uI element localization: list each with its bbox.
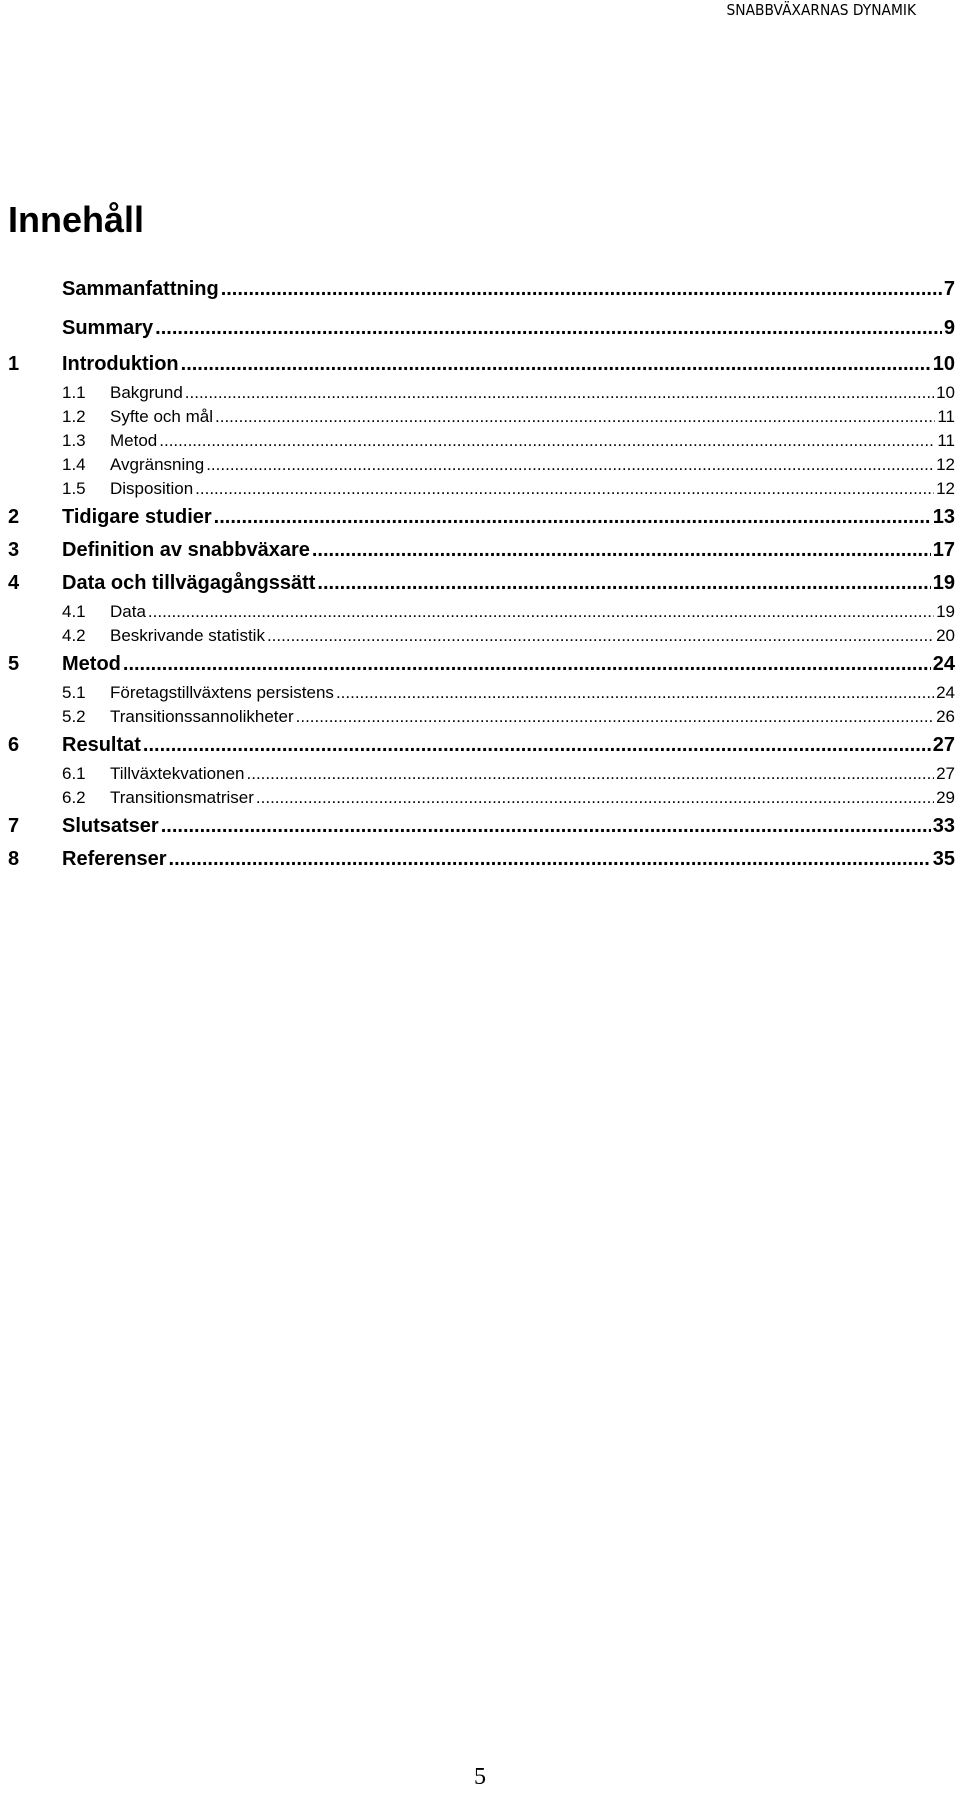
toc-dot-leader [123,648,931,681]
toc-entry-number: 8 [8,848,20,870]
toc-entry-number: 1.2 [62,407,86,426]
toc-entry-page: 33 [932,815,955,837]
toc-entry-number: 1.1 [62,383,86,402]
toc-dot-leader [215,405,935,429]
toc-entry-page: 10 [936,383,955,402]
toc-entry-page: 27 [932,734,955,756]
toc-dot-leader [181,348,931,381]
toc-entry-title: Bakgrund [110,383,183,402]
toc-entry-page: 10 [932,353,955,375]
toc-entry-page: 17 [932,539,955,561]
toc-entry-page: 9 [943,317,955,339]
toc-entry-number: 2 [8,506,20,528]
toc-entry-title: Avgränsning [110,455,205,474]
toc-entry-section-4-2[interactable] [8,624,955,648]
toc-entry-page: 12 [936,479,955,498]
toc-dot-leader [256,786,934,810]
toc-entry-number: 6.1 [62,764,86,783]
toc-entry-section-1-2[interactable] [8,405,955,429]
toc-dot-leader [317,567,930,600]
toc-entry-page: 11 [937,407,955,426]
toc-dot-leader [247,762,935,786]
toc-entry-page: 20 [936,626,955,645]
toc-entry-number: 5.2 [62,707,86,726]
toc-entry-page: 29 [936,788,955,807]
toc-entry-page: 24 [936,683,955,702]
toc-entry-page: 24 [932,653,955,675]
toc-entry-number: 5 [8,653,20,675]
toc-entry-number: 5.1 [62,683,86,702]
toc-entry-title: Sammanfattning [62,278,219,300]
toc-entry-title: Syfte och mål [110,407,213,426]
toc-entry-section-4-1[interactable] [8,600,955,624]
toc-dot-leader [159,429,935,453]
toc-entry-section-1-3[interactable] [8,429,955,453]
toc-entry-number: 4.2 [62,626,86,645]
toc-entry-section-1-4[interactable] [8,453,955,477]
toc-entry-title: Tillväxtekvationen [110,764,245,783]
toc-entry-page: 19 [936,602,955,621]
toc-entry-title: Introduktion [62,353,179,375]
toc-entry-page: 27 [936,764,955,783]
toc-entry-number: 3 [8,539,20,561]
toc-entry-page: 13 [932,506,955,528]
toc-entry-title: Slutsatser [62,815,159,837]
toc-entry-sammanfattning[interactable] [8,270,955,309]
toc-entry-title: Beskrivande statistik [110,626,265,645]
toc-entry-chapter-2[interactable] [8,501,955,534]
toc-entry-page: 12 [936,455,955,474]
toc-dot-leader [155,309,942,348]
table-of-contents [8,270,955,876]
toc-entry-chapter-6[interactable] [8,729,955,762]
toc-entry-page: 35 [932,848,955,870]
toc-entry-title: Tidigare studier [62,506,212,528]
toc-entry-title: Referenser [62,848,167,870]
toc-dot-leader [267,624,934,648]
toc-entry-section-5-1[interactable] [8,681,955,705]
toc-entry-section-1-1[interactable] [8,381,955,405]
toc-entry-number: 1 [8,353,20,375]
toc-entry-title: Metod [110,431,158,450]
toc-entry-chapter-4[interactable] [8,567,955,600]
toc-dot-leader [206,453,934,477]
toc-dot-leader [148,600,934,624]
toc-dot-leader [296,705,934,729]
toc-entry-title: Metod [62,653,121,675]
toc-entry-chapter-8[interactable] [8,843,955,876]
toc-entry-title: Företagstillväxtens persistens [110,683,334,702]
toc-entry-number: 6.2 [62,788,86,807]
toc-entry-section-6-1[interactable] [8,762,955,786]
toc-entry-chapter-3[interactable] [8,534,955,567]
toc-entry-title: Transitionsmatriser [110,788,254,807]
toc-entry-number: 4 [8,572,20,594]
toc-entry-chapter-5[interactable] [8,648,955,681]
toc-dot-leader [169,843,931,876]
toc-entry-title: Summary [62,317,154,339]
toc-entry-section-6-2[interactable] [8,786,955,810]
toc-entry-section-5-2[interactable] [8,705,955,729]
toc-entry-number: 1.3 [62,431,86,450]
toc-entry-chapter-1[interactable] [8,348,955,381]
toc-entry-title: Transitionssannolikheter [110,707,294,726]
toc-entry-title: Definition av snabbväxare [62,539,310,561]
running-header: SNABBVÄXARNAS DYNAMIK [726,1,916,19]
toc-dot-leader [195,477,934,501]
toc-entry-number: 7 [8,815,20,837]
toc-title: Innehåll [8,199,145,240]
toc-entry-summary[interactable] [8,309,955,348]
page-number: 5 [474,1764,486,1790]
toc-entry-title: Data [110,602,146,621]
toc-dot-leader [336,681,934,705]
toc-entry-number: 1.5 [62,479,86,498]
toc-dot-leader [312,534,931,567]
toc-entry-section-1-5[interactable] [8,477,955,501]
toc-dot-leader [161,810,931,843]
toc-entry-page: 7 [943,278,955,300]
toc-dot-leader [221,270,942,309]
toc-entry-number: 6 [8,734,20,756]
toc-entry-number: 4.1 [62,602,86,621]
toc-entry-page: 11 [937,431,955,450]
toc-entry-page: 26 [936,707,955,726]
toc-entry-title: Resultat [62,734,141,756]
toc-dot-leader [143,729,931,762]
toc-entry-title: Data och tillvägagångssätt [62,572,316,594]
toc-entry-page: 19 [932,572,955,594]
toc-dot-leader [214,501,931,534]
toc-entry-number: 1.4 [62,455,86,474]
toc-dot-leader [185,381,934,405]
toc-entry-title: Disposition [110,479,194,498]
toc-entry-chapter-7[interactable] [8,810,955,843]
